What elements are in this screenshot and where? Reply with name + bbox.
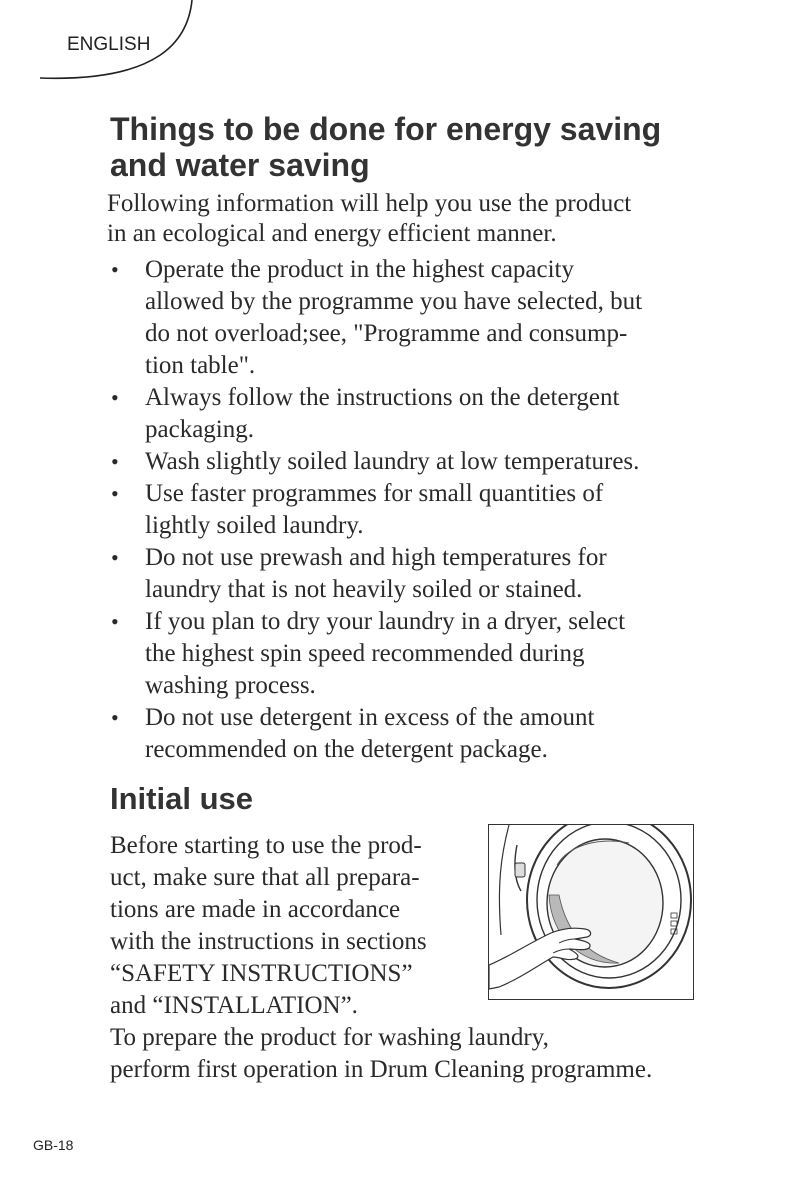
bullet-icon: • [111, 257, 119, 282]
list-item [107, 478, 747, 542]
section-title-energy-saving [110, 111, 750, 183]
intro-line: Following information will help you use the product [107, 190, 632, 217]
paragraph-line: with the instructions in sections [110, 928, 427, 955]
list-item-line: Do not use prewash and high temperatures for [145, 544, 607, 571]
paragraph-line: perform first operation in Drum Cleaning programme. [110, 1056, 653, 1083]
section-title-initial-use: Initial use [110, 781, 253, 816]
list-item [107, 254, 747, 382]
washing-machine-door-icon [489, 825, 693, 999]
drum-cleaning-paragraph [110, 1022, 770, 1086]
list-item-line: Always follow the instructions on the detergent [145, 384, 620, 411]
list-item [107, 606, 747, 702]
list-item-line: washing process. [145, 672, 316, 699]
bullet-icon: • [111, 705, 119, 730]
bullet-icon: • [111, 609, 119, 634]
list-item [107, 446, 747, 478]
washing-machine-door-illustration [488, 824, 694, 1000]
list-item-line: tion table". [145, 352, 256, 379]
bullet-icon: • [111, 449, 119, 474]
list-item-line: Use faster programmes for small quantities of [145, 480, 604, 507]
intro-line: in an ecological and energy efficient manner. [107, 220, 557, 247]
list-item-line: laundry that is not heavily soiled or stained. [145, 576, 583, 603]
list-item [107, 382, 747, 446]
language-label: ENGLISH [67, 34, 151, 55]
list-item-line: do not overload;see, "Programme and consump- [145, 320, 628, 347]
list-item-line: recommended on the detergent package. [145, 736, 548, 763]
title-line: and water saving [110, 147, 370, 183]
list-item-line: lightly soiled laundry. [145, 512, 364, 539]
title-line: Things to be done for energy saving [110, 111, 662, 147]
list-item-line: Do not use detergent in excess of the amount [145, 704, 595, 731]
paragraph-line: uct, make sure that all prepara- [110, 864, 420, 891]
list-item-line: Operate the product in the highest capacity [145, 256, 575, 283]
intro-paragraph [107, 189, 747, 249]
page-number: GB-18 [33, 1137, 74, 1153]
paragraph-line: and “INSTALLATION”. [110, 992, 358, 1019]
list-item [107, 542, 747, 606]
paragraph-line: To prepare the product for washing laundry, [110, 1024, 549, 1051]
list-item [107, 702, 747, 766]
bullet-icon: • [111, 481, 119, 506]
bullet-icon: • [111, 545, 119, 570]
energy-tips-list [107, 254, 747, 766]
paragraph-line: Before starting to use the prod- [110, 832, 422, 859]
list-item-line: Wash slightly soiled laundry at low temperatures. [145, 448, 640, 475]
list-item-line: packaging. [145, 416, 254, 443]
list-item-line: allowed by the programme you have selected, but [145, 288, 643, 315]
bullet-icon: • [111, 385, 119, 410]
paragraph-line: tions are made in accordance [110, 896, 401, 923]
initial-use-paragraph [110, 830, 490, 1022]
list-item-line: If you plan to dry your laundry in a dryer, select [145, 608, 626, 635]
paragraph-line: “SAFETY INSTRUCTIONS” [110, 960, 413, 987]
list-item-line: the highest spin speed recommended during [145, 640, 585, 667]
